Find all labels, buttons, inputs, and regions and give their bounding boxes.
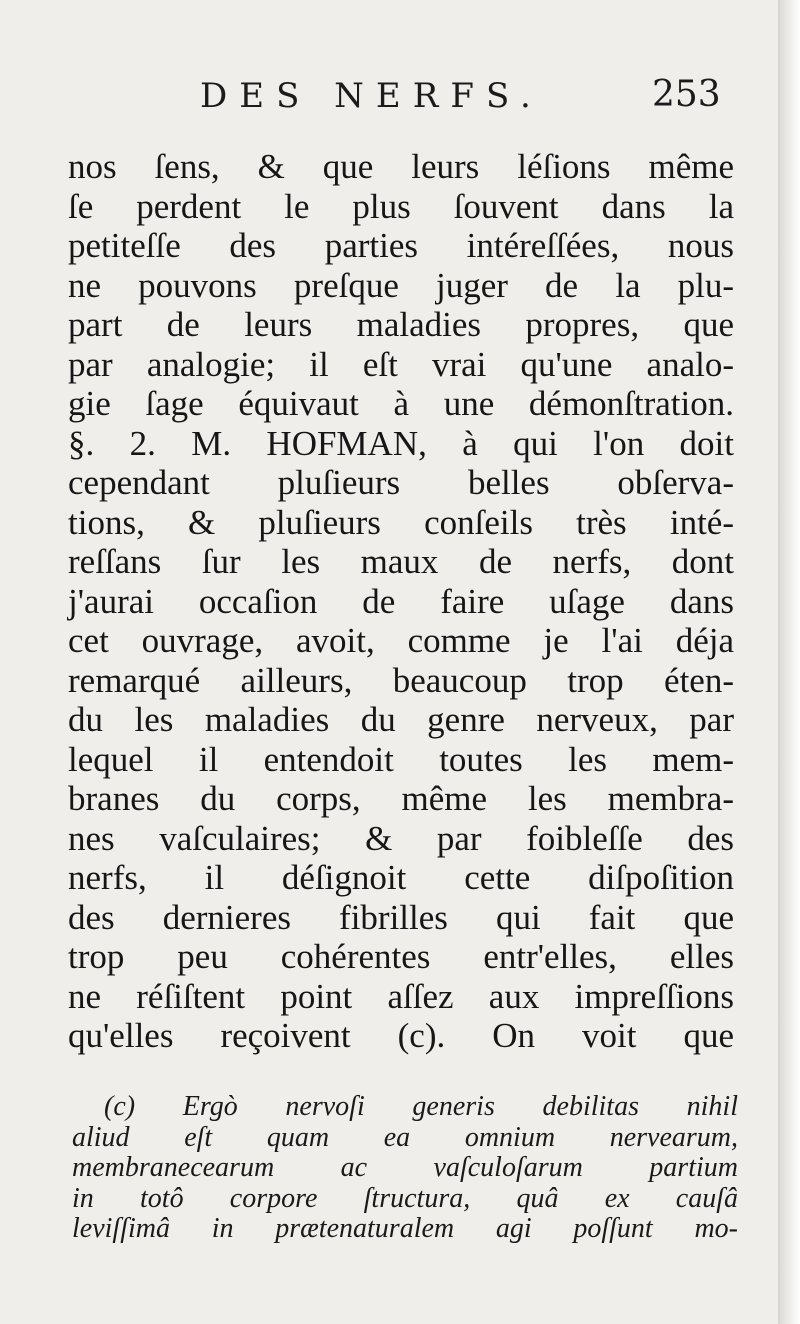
- text-line: j'aurai occaſion de faire uſage dans: [68, 581, 734, 621]
- text-line: ſe perdent le plus ſouvent dans la: [68, 186, 734, 226]
- text-line: cependant pluſieurs belles obſerva-: [68, 463, 734, 502]
- text-line: ne pouvons preſque juger de la plu-: [68, 265, 734, 305]
- text-line: nes vaſculaires; & par foibleſſe des: [68, 818, 734, 858]
- text-line: §. 2. M. HOFMAN, à qui l'on doit: [68, 423, 734, 463]
- text-line: reſſans ſur les maux de nerfs, dont: [68, 542, 734, 581]
- footnote: [72, 1092, 738, 1245]
- text-line: gie ſage équivaut à une démonſtration.: [68, 384, 734, 423]
- text-line: cet ouvrage, avoit, comme je l'ai déja: [68, 621, 734, 660]
- page-edge: [780, 0, 800, 1324]
- page-number: 253: [652, 74, 721, 115]
- text-line: branes du corps, même les membra-: [68, 779, 734, 818]
- text-line: ne réſiſtent point aſſez aux impreſſions: [68, 976, 734, 1016]
- text-line: part de leurs maladies propres, que: [68, 305, 734, 344]
- text-line: tions, & pluſieurs conſeils très inté-: [68, 502, 734, 542]
- text-line: nos ſens, & que leurs léſions même: [68, 147, 734, 186]
- page-header: [0, 72, 780, 122]
- text-line: trop peu cohérentes entr'elles, elles: [68, 937, 734, 976]
- text-line: qu'elles reçoivent (c). On voit que: [68, 1016, 734, 1055]
- footnote-line: aliud eſt quam ea omnium nervearum,: [72, 1121, 738, 1153]
- footnote-line: (c) Ergò nervoſi generis debilitas nihil: [104, 1091, 738, 1122]
- text-line: nerfs, il déſignoit cette diſpoſition: [68, 858, 734, 897]
- footnote-line: leviſſimâ in prætenaturalem agi poſſunt mo-: [72, 1213, 738, 1244]
- text-line: petiteſſe des parties intéreſſées, nous: [68, 226, 734, 265]
- body-text: [68, 147, 734, 1056]
- text-line: du les maladies du genre nerveux, par: [68, 700, 734, 739]
- footnote-line: in totô corpore ſtructura, quâ ex cauſâ: [72, 1182, 738, 1214]
- running-title: DES NERFS.: [200, 76, 543, 116]
- text-line: par analogie; il eſt vrai qu'une analo-: [68, 344, 734, 384]
- footnote-line: membranecearum ac vaſculoſarum partium: [72, 1152, 738, 1183]
- text-line: lequel il entendoit toutes les mem-: [68, 739, 734, 779]
- text-line: des dernieres fibrilles qui fait que: [68, 897, 734, 937]
- text-line: remarqué ailleurs, beaucoup trop éten-: [68, 660, 734, 700]
